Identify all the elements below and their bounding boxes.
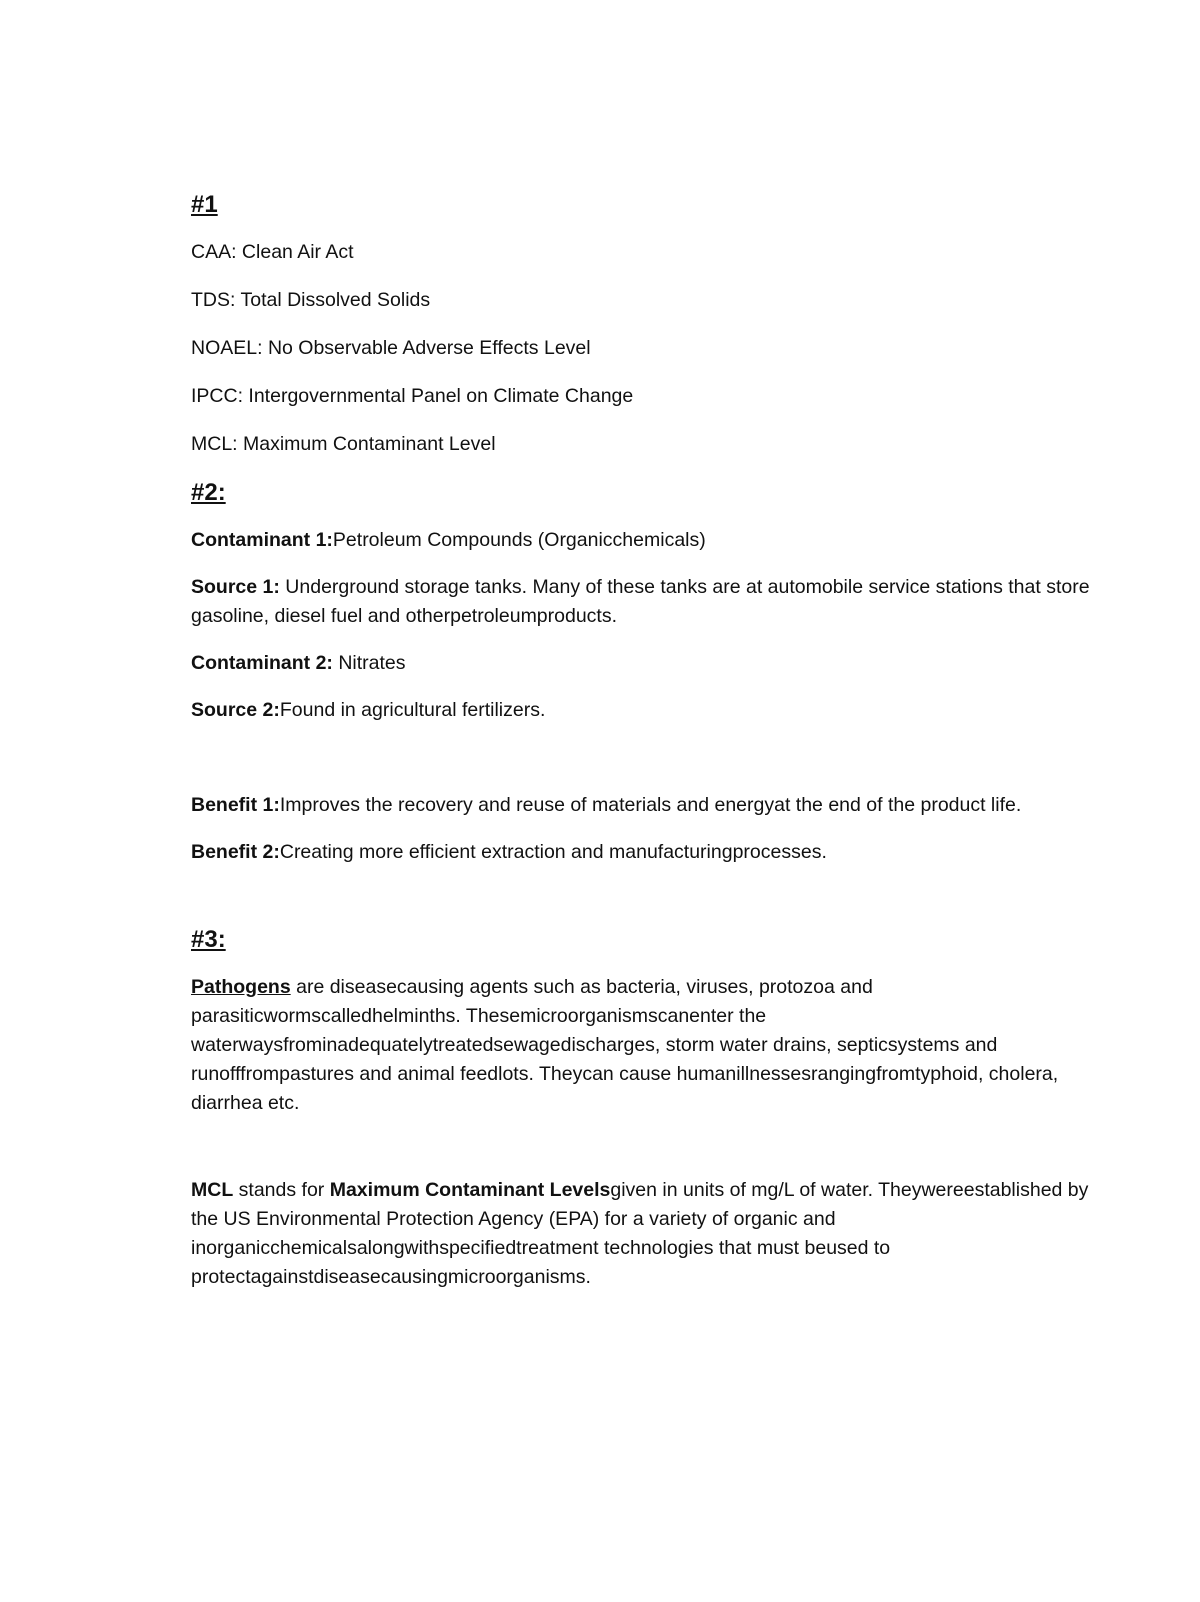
contaminant-2 (191, 649, 1091, 678)
benefit-1 (191, 791, 1091, 820)
section-2-body (191, 526, 1091, 867)
section-3-body (191, 973, 1091, 1292)
source-1-label: Source 1: (191, 576, 280, 598)
benefit-2 (191, 838, 1091, 867)
source-2 (191, 696, 1091, 725)
mcl-text-a: stands for (233, 1179, 330, 1201)
contaminant-1-label: Contaminant 1: (191, 529, 333, 551)
definition-noael: NOAEL: No Observable Adverse Effects Level (191, 337, 591, 359)
benefit-2-label: Benefit 2: (191, 841, 280, 863)
pathogens-paragraph (191, 973, 1091, 1118)
source-1-text: Underground storage tanks. Many of these tanks are at automobile service stations that store gasoline, diesel fuel and otherpetroleumproducts. (191, 576, 1090, 627)
document-body (191, 190, 1091, 1292)
definition-caa: CAA: Clean Air Act (191, 241, 354, 263)
mcl-bold-phrase: Maximum Contaminant Levels (329, 1179, 611, 1201)
section-1-heading: #1 (191, 191, 218, 218)
pathogens-term: Pathogens (191, 976, 291, 998)
contaminant-2-label: Contaminant 2: (191, 652, 333, 674)
source-2-label: Source 2: (191, 699, 280, 721)
definitions-list (191, 238, 1091, 459)
definition-mcl: MCL: Maximum Contaminant Level (191, 433, 496, 455)
source-2-text: Found in agricultural fertilizers. (279, 699, 546, 721)
section-2-heading: #2: (191, 479, 226, 506)
spacer (191, 1118, 1091, 1176)
contaminant-1 (191, 526, 1091, 555)
source-1 (191, 573, 1091, 631)
spacer (191, 743, 1091, 791)
definition-ipcc: IPCC: Intergovernmental Panel on Climate Change (191, 385, 634, 407)
benefit-2-text: Creating more efficient extraction and manufacturingprocesses. (279, 841, 827, 863)
section-3-heading: #3: (191, 926, 226, 953)
mcl-text-b: given in units of mg/L of water. Theywereestablished by the US Environmental Protection Agency (EPA) for a variety of organic and inorganicchemicalsalongwithspecifiedtreatment technologies that must beused to protectagainstdiseasecausingmicroorganisms. (191, 1179, 1089, 1288)
definition-tds: TDS: Total Dissolved Solids (191, 289, 431, 311)
pathogens-text: are diseasecausing agents such as bacteria, viruses, protozoa and parasiticwormscalledhelminths. Thesemicroorganismscanenter the waterwaysfrominadequatelytreatedsewagedischarges, storm water drains, septicsystems and runofffrompastures and animal feedlots. Theycan cause humanillnessesrangingfromtyphoid, cholera, diarrhea etc. (191, 976, 1059, 1114)
contaminant-2-text: Nitrates (332, 652, 406, 674)
benefit-1-text: Improves the recovery and reuse of materials and energyat the end of the product life. (279, 794, 1022, 816)
mcl-paragraph (191, 1176, 1091, 1292)
benefit-1-label: Benefit 1: (191, 794, 280, 816)
contaminant-1-text: Petroleum Compounds (Organicchemicals) (332, 529, 706, 551)
mcl-term: MCL (191, 1179, 234, 1201)
